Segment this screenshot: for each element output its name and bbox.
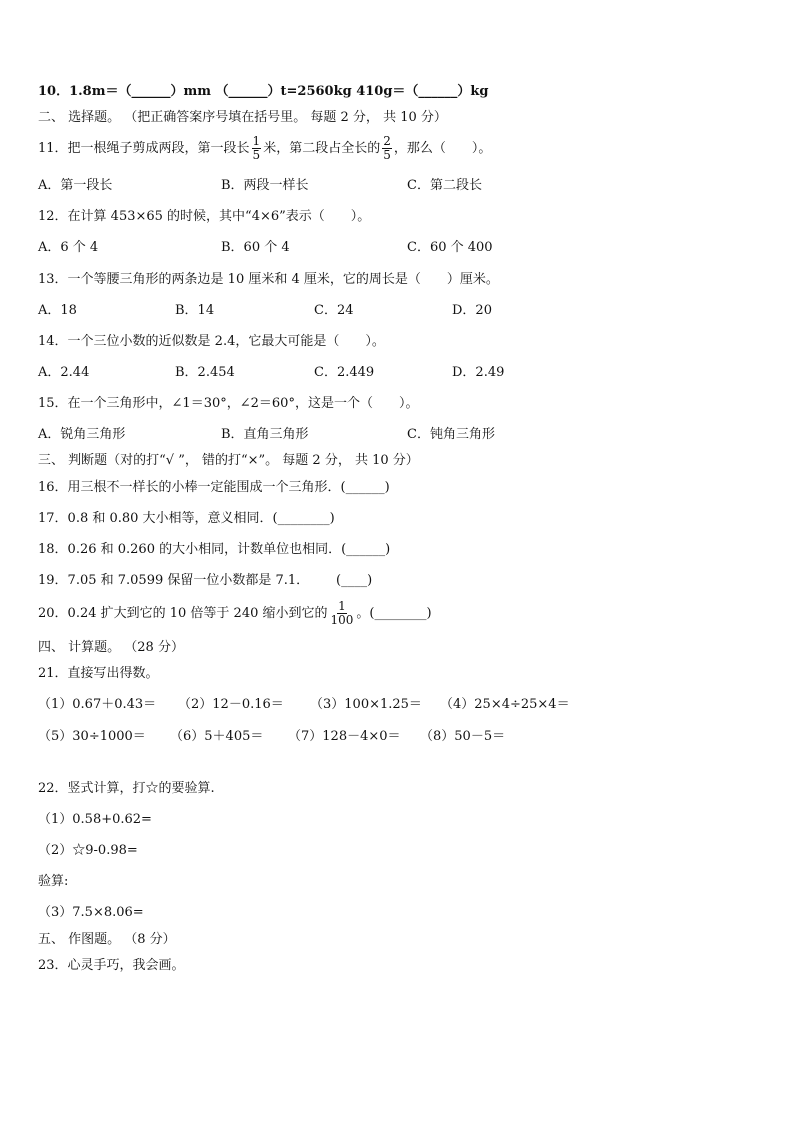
q12-option-b: B．60 个 4 <box>221 240 290 255</box>
q13-option-c: C．24 <box>314 303 354 318</box>
q11-option-b: B．两段一样长 <box>221 178 309 193</box>
q15-option-b: B．直角三角形 <box>221 427 309 442</box>
question-23: 23．心灵手巧，我会画。 <box>38 958 185 973</box>
q12-option-a: A．6 个 4 <box>38 240 99 255</box>
section-2-title: 二、 选择题。 （把正确答案序号填在括号里。 每题 2 分， 共 10 分） <box>38 110 447 125</box>
question-11 <box>38 135 491 162</box>
q21-item-6: （6）5＋405＝ <box>170 729 264 744</box>
q13-option-a: A．18 <box>38 303 77 318</box>
q12-option-c: C．60 个 400 <box>407 240 493 255</box>
q14-option-b: B．2.454 <box>175 365 235 380</box>
q14-option-d: D．2.49 <box>452 365 505 380</box>
fraction-denominator: 5 <box>252 148 261 162</box>
question-19: 19．7.05 和 7.0599 保留一位小数都是 7.1． <box>38 573 310 588</box>
q22-verify-label: 验算: <box>38 874 69 889</box>
fraction-numerator: 1 <box>252 134 261 148</box>
q22-item-3: （3）7.5×8.06= <box>38 905 144 920</box>
q14-option-c: C．2.449 <box>314 365 375 380</box>
q22-item-2: （2）☆9-0.98= <box>38 843 138 858</box>
fraction-numerator: 1 <box>338 599 346 613</box>
section-4-title: 四、 计算题。 （28 分） <box>38 640 184 655</box>
fraction-denominator: 5 <box>383 148 391 162</box>
q19-answer-blank: (____) <box>336 573 373 588</box>
question-10: 10．1.8m＝（______）mm （______）t=2560kg 410g＝（______）kg <box>38 84 489 99</box>
section-3-title: 三、 判断题（对的打“√ ”， 错的打“×”。 每题 2 分， 共 10 分） <box>38 453 419 468</box>
fraction-numerator: 2 <box>383 134 391 148</box>
q14-option-a: A．2.44 <box>38 365 90 380</box>
question-17: 17．0.8 和 0.80 大小相等，意义相同．(________) <box>38 511 335 526</box>
question-12: 12．在计算 453×65 的时候，其中“4×6”表示（ ）。 <box>38 209 371 224</box>
q11-option-c: C．第二段长 <box>407 178 482 193</box>
q15-option-a: A．锐角三角形 <box>38 427 126 442</box>
question-20 <box>38 600 432 627</box>
q21-item-3: （3）100×1.25＝ <box>310 697 422 712</box>
q20-text-1: 20．0.24 扩大到它的 10 倍等于 240 缩小到它的 <box>38 606 328 621</box>
q13-option-b: B．14 <box>175 303 215 318</box>
question-21: 21．直接写出得数。 <box>38 666 159 681</box>
q21-item-1: （1）0.67＋0.43＝ <box>38 697 157 712</box>
q11-text-2: 米，第二段占全长的 <box>263 141 381 156</box>
q21-item-8: （8）50－5＝ <box>420 729 506 744</box>
question-14: 14．一个三位小数的近似数是 2.4，它最大可能是（ ）。 <box>38 334 385 349</box>
q21-item-7: （7）128－4×0＝ <box>288 729 401 744</box>
question-16: 16．用三根不一样长的小棒一定能围成一个三角形．(______) <box>38 480 390 495</box>
q11-text-3: ，那么（ ）。 <box>393 141 492 156</box>
q20-fraction <box>330 600 355 627</box>
q11-text-1: 11．把一根绳子剪成两段，第一段长 <box>38 141 250 156</box>
q21-item-2: （2）12－0.16＝ <box>178 697 284 712</box>
q15-option-c: C．钝角三角形 <box>407 427 495 442</box>
question-18: 18．0.26 和 0.260 的大小相同，计数单位也相同．(______) <box>38 542 391 557</box>
question-15: 15．在一个三角形中，∠1＝30°，∠2＝60°，这是一个（ ）。 <box>38 396 419 411</box>
q11-option-a: A．第一段长 <box>38 178 113 193</box>
question-13: 13．一个等腰三角形的两条边是 10 厘米和 4 厘米，它的周长是（ ）厘米。 <box>38 272 499 287</box>
q21-item-5: （5）30÷1000＝ <box>38 729 146 744</box>
section-5-title: 五、 作图题。 （8 分） <box>38 932 176 947</box>
question-22: 22．竖式计算，打☆的要验算. <box>38 781 215 796</box>
q11-fraction-1 <box>252 135 262 162</box>
q22-item-1: （1）0.58+0.62= <box>38 812 152 827</box>
q13-option-d: D．20 <box>452 303 492 318</box>
fraction-denominator: 100 <box>330 613 354 627</box>
q11-fraction-2 <box>382 135 392 162</box>
q20-text-2: 。(________) <box>356 606 432 621</box>
q21-item-4: （4）25×4÷25×4＝ <box>440 697 570 712</box>
